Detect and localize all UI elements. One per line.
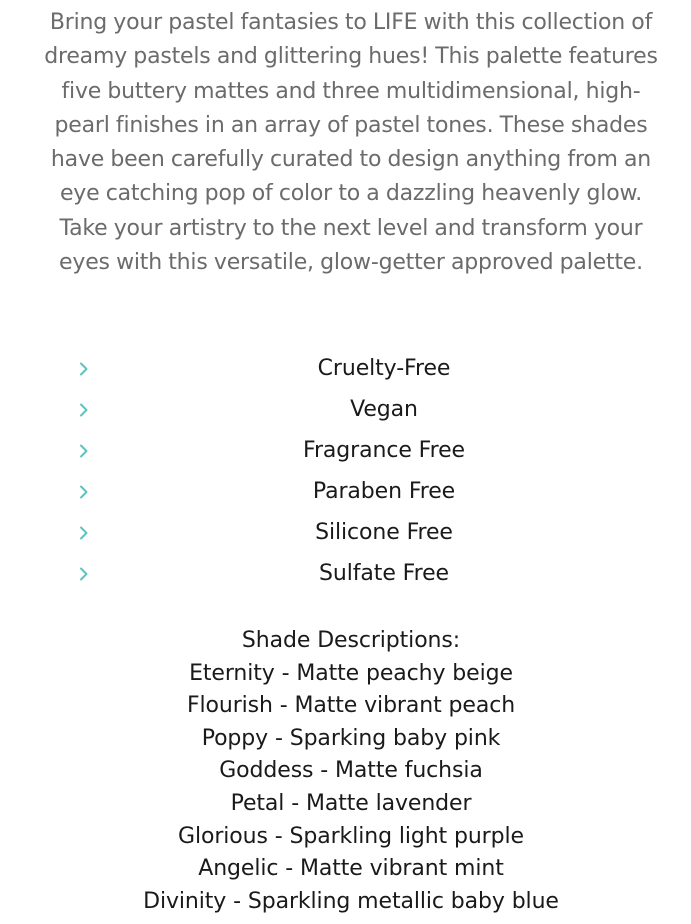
feature-item-sulfate-free bbox=[0, 553, 691, 594]
feature-label: Sulfate Free bbox=[319, 561, 449, 586]
chevron-right-icon bbox=[79, 389, 89, 430]
feature-item-cruelty-free bbox=[0, 348, 691, 389]
chevron-right-icon bbox=[79, 430, 89, 471]
shade-item: Angelic - Matte vibrant mint bbox=[198, 856, 504, 882]
feature-list bbox=[0, 348, 691, 594]
feature-label: Cruelty-Free bbox=[317, 356, 451, 381]
chevron-right-icon bbox=[79, 512, 89, 553]
shade-item: Eternity - Matte peachy beige bbox=[189, 660, 513, 686]
feature-label: Silicone Free bbox=[315, 520, 453, 545]
product-description: Bring your pastel fantasies to LIFE with this collection of dreamy pastels and glittering hues! This palette features five buttery mattes and three multidimensional, high-pearl finishes in an array of pastel tones. These shades have been carefully curated to design anything from an eye catching pop of color to a dazzling heavenly glow. Take your artistry to the next level and transform your eyes with this versatile, glow-getter approved palette. bbox=[44, 10, 658, 276]
shade-item: Goddess - Matte fuchsia bbox=[219, 758, 483, 784]
chevron-right-icon bbox=[79, 553, 89, 594]
feature-label: Fragrance Free bbox=[303, 438, 465, 463]
feature-item-paraben-free bbox=[0, 471, 691, 512]
feature-item-silicone-free bbox=[0, 512, 691, 553]
shade-descriptions bbox=[0, 625, 691, 918]
shade-heading: Shade Descriptions: bbox=[241, 628, 461, 653]
shade-item: Poppy - Sparking baby pink bbox=[201, 725, 501, 751]
feature-label: Paraben Free bbox=[312, 479, 456, 504]
shade-item: Glorious - Sparkling light purple bbox=[178, 823, 524, 849]
shade-item: Divinity - Sparkling metallic baby blue bbox=[143, 888, 559, 914]
shade-item: Flourish - Matte vibrant peach bbox=[186, 693, 516, 719]
feature-item-vegan bbox=[0, 389, 691, 430]
feature-item-fragrance-free bbox=[0, 430, 691, 471]
feature-label: Vegan bbox=[350, 397, 418, 422]
shade-item: Petal - Matte lavender bbox=[230, 790, 472, 816]
chevron-right-icon bbox=[79, 348, 89, 389]
chevron-right-icon bbox=[79, 471, 89, 512]
